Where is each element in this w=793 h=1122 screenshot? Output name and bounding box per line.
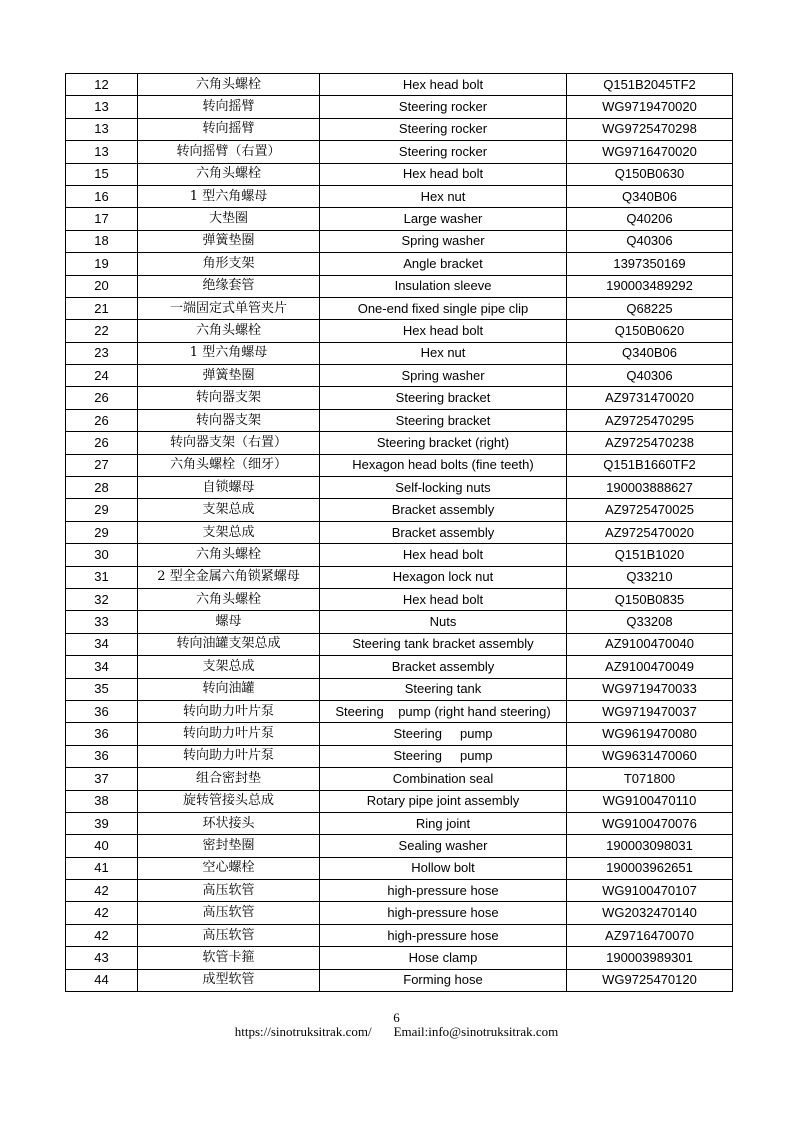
cell-part-number: Q150B0630 — [567, 163, 733, 185]
table-row — [66, 812, 733, 834]
cell-item-number: 26 — [66, 409, 138, 431]
cell-english-name: One-end fixed single pipe clip — [320, 297, 567, 319]
table-row — [66, 141, 733, 163]
cell-item-number: 38 — [66, 790, 138, 812]
cell-chinese-name: 1 型六角螺母 — [138, 185, 320, 207]
cell-english-name: Hexagon head bolts (fine teeth) — [320, 454, 567, 476]
cell-item-number: 41 — [66, 857, 138, 879]
cell-chinese-name: 六角头螺栓 — [138, 320, 320, 342]
cell-english-name: Insulation sleeve — [320, 275, 567, 297]
cell-part-number: AZ9100470040 — [567, 633, 733, 655]
table-row — [66, 454, 733, 476]
cell-english-name: Steering rocker — [320, 96, 567, 118]
cell-english-name: high-pressure hose — [320, 880, 567, 902]
cell-part-number: Q150B0835 — [567, 588, 733, 610]
table-row — [66, 432, 733, 454]
cell-part-number: 190003098031 — [567, 835, 733, 857]
table-row — [66, 880, 733, 902]
cell-part-number: AZ9731470020 — [567, 387, 733, 409]
cell-chinese-name: 高压软管 — [138, 924, 320, 946]
cell-part-number: AZ9725470238 — [567, 432, 733, 454]
cell-part-number: Q40206 — [567, 208, 733, 230]
cell-english-name: Bracket assembly — [320, 521, 567, 543]
cell-chinese-name: 环状接头 — [138, 812, 320, 834]
cell-english-name: Hex head bolt — [320, 320, 567, 342]
table-row — [66, 320, 733, 342]
cell-chinese-name: 旋转管接头总成 — [138, 790, 320, 812]
cell-part-number: WG9719470020 — [567, 96, 733, 118]
table-row — [66, 521, 733, 543]
cell-english-name: Hex head bolt — [320, 163, 567, 185]
table-row — [66, 74, 733, 96]
cell-item-number: 15 — [66, 163, 138, 185]
cell-english-name: Nuts — [320, 611, 567, 633]
cell-part-number: WG9725470120 — [567, 969, 733, 991]
cell-item-number: 33 — [66, 611, 138, 633]
cell-part-number: Q150B0620 — [567, 320, 733, 342]
cell-chinese-name: 弹簧垫圈 — [138, 365, 320, 387]
cell-english-name: Angle bracket — [320, 253, 567, 275]
cell-english-name: Bracket assembly — [320, 656, 567, 678]
cell-chinese-name: 密封垫圈 — [138, 835, 320, 857]
table-row — [66, 924, 733, 946]
cell-item-number: 36 — [66, 723, 138, 745]
table-row — [66, 969, 733, 991]
cell-part-number: WG2032470140 — [567, 902, 733, 924]
cell-english-name: Steering pump — [320, 723, 567, 745]
table-row — [66, 902, 733, 924]
cell-english-name: Hex head bolt — [320, 588, 567, 610]
cell-item-number: 36 — [66, 745, 138, 767]
cell-english-name: Hex head bolt — [320, 74, 567, 96]
cell-part-number: WG9719470033 — [567, 678, 733, 700]
cell-english-name: Steering rocker — [320, 118, 567, 140]
cell-item-number: 26 — [66, 387, 138, 409]
cell-item-number: 42 — [66, 880, 138, 902]
table-row — [66, 477, 733, 499]
cell-english-name: Hex nut — [320, 185, 567, 207]
cell-chinese-name: 转向助力叶片泵 — [138, 745, 320, 767]
cell-item-number: 29 — [66, 499, 138, 521]
parts-table-body — [66, 74, 733, 992]
cell-chinese-name: 组合密封垫 — [138, 768, 320, 790]
table-row — [66, 230, 733, 252]
table-row — [66, 566, 733, 588]
page-footer — [0, 1024, 793, 1040]
table-row — [66, 678, 733, 700]
cell-part-number: WG9719470037 — [567, 700, 733, 722]
cell-item-number: 34 — [66, 633, 138, 655]
cell-chinese-name: 弹簧垫圈 — [138, 230, 320, 252]
cell-english-name: Spring washer — [320, 365, 567, 387]
cell-item-number: 35 — [66, 678, 138, 700]
cell-chinese-name: 六角头螺栓 — [138, 544, 320, 566]
cell-item-number: 28 — [66, 477, 138, 499]
table-row — [66, 544, 733, 566]
cell-item-number: 43 — [66, 947, 138, 969]
footer-website-link[interactable]: https://sinotruksitrak.com/ — [234, 1024, 372, 1039]
cell-chinese-name: 转向油罐支架总成 — [138, 633, 320, 655]
table-row — [66, 208, 733, 230]
cell-chinese-name: 支架总成 — [138, 656, 320, 678]
cell-item-number: 13 — [66, 118, 138, 140]
cell-english-name: Steering pump (right hand steering) — [320, 700, 567, 722]
table-row — [66, 96, 733, 118]
cell-chinese-name: 六角头螺栓 — [138, 74, 320, 96]
cell-part-number: 190003888627 — [567, 477, 733, 499]
cell-item-number: 42 — [66, 924, 138, 946]
table-row — [66, 409, 733, 431]
cell-chinese-name: 转向器支架 — [138, 387, 320, 409]
page-number: 6 — [393, 1010, 400, 1025]
cell-part-number: AZ9725470020 — [567, 521, 733, 543]
cell-part-number: Q33210 — [567, 566, 733, 588]
cell-item-number: 29 — [66, 521, 138, 543]
cell-item-number: 23 — [66, 342, 138, 364]
cell-chinese-name: 转向摇臂 — [138, 96, 320, 118]
cell-english-name: Steering pump — [320, 745, 567, 767]
cell-item-number: 36 — [66, 700, 138, 722]
cell-english-name: Rotary pipe joint assembly — [320, 790, 567, 812]
cell-chinese-name: 六角头螺栓 — [138, 588, 320, 610]
cell-chinese-name: 六角头螺栓（细牙） — [138, 454, 320, 476]
parts-table — [65, 73, 733, 992]
cell-item-number: 30 — [66, 544, 138, 566]
cell-item-number: 44 — [66, 969, 138, 991]
table-row — [66, 611, 733, 633]
table-row — [66, 723, 733, 745]
cell-english-name: Sealing washer — [320, 835, 567, 857]
cell-part-number: WG9100470076 — [567, 812, 733, 834]
cell-part-number: Q340B06 — [567, 342, 733, 364]
cell-chinese-name: 成型软管 — [138, 969, 320, 991]
cell-chinese-name: 六角头螺栓 — [138, 163, 320, 185]
cell-chinese-name: 转向油罐 — [138, 678, 320, 700]
cell-chinese-name: 1 型六角螺母 — [138, 342, 320, 364]
cell-item-number: 12 — [66, 74, 138, 96]
cell-part-number: Q151B1660TF2 — [567, 454, 733, 476]
cell-chinese-name: 转向摇臂（右置） — [138, 141, 320, 163]
cell-english-name: Hex nut — [320, 342, 567, 364]
cell-part-number: Q151B1020 — [567, 544, 733, 566]
cell-chinese-name: 转向器支架 — [138, 409, 320, 431]
cell-english-name: Spring washer — [320, 230, 567, 252]
cell-english-name: Self-locking nuts — [320, 477, 567, 499]
cell-chinese-name: 转向摇臂 — [138, 118, 320, 140]
cell-part-number: Q151B2045TF2 — [567, 74, 733, 96]
cell-english-name: Combination seal — [320, 768, 567, 790]
cell-chinese-name: 支架总成 — [138, 499, 320, 521]
cell-english-name: Forming hose — [320, 969, 567, 991]
table-row — [66, 633, 733, 655]
cell-part-number: WG9725470298 — [567, 118, 733, 140]
cell-part-number: Q68225 — [567, 297, 733, 319]
cell-part-number: Q33208 — [567, 611, 733, 633]
cell-english-name: high-pressure hose — [320, 902, 567, 924]
cell-english-name: Bracket assembly — [320, 499, 567, 521]
cell-part-number: 190003489292 — [567, 275, 733, 297]
cell-part-number: 1397350169 — [567, 253, 733, 275]
cell-item-number: 32 — [66, 588, 138, 610]
cell-item-number: 39 — [66, 812, 138, 834]
cell-part-number: 190003962651 — [567, 857, 733, 879]
cell-part-number: WG9100470110 — [567, 790, 733, 812]
cell-item-number: 40 — [66, 835, 138, 857]
cell-part-number: AZ9100470049 — [567, 656, 733, 678]
cell-part-number: AZ9716470070 — [567, 924, 733, 946]
table-row — [66, 342, 733, 364]
cell-chinese-name: 角形支架 — [138, 253, 320, 275]
cell-english-name: Steering bracket — [320, 409, 567, 431]
cell-chinese-name: 一端固定式单管夹片 — [138, 297, 320, 319]
table-row — [66, 745, 733, 767]
cell-chinese-name: 高压软管 — [138, 902, 320, 924]
cell-item-number: 21 — [66, 297, 138, 319]
cell-chinese-name: 空心螺栓 — [138, 857, 320, 879]
cell-english-name: Hollow bolt — [320, 857, 567, 879]
cell-item-number: 13 — [66, 141, 138, 163]
cell-english-name: Steering tank — [320, 678, 567, 700]
table-row — [66, 700, 733, 722]
cell-chinese-name: 转向助力叶片泵 — [138, 723, 320, 745]
cell-chinese-name: 转向器支架（右置） — [138, 432, 320, 454]
cell-chinese-name: 2 型全金属六角锁紧螺母 — [138, 566, 320, 588]
cell-chinese-name: 螺母 — [138, 611, 320, 633]
cell-item-number: 34 — [66, 656, 138, 678]
table-row — [66, 768, 733, 790]
cell-part-number: AZ9725470025 — [567, 499, 733, 521]
cell-part-number: 190003989301 — [567, 947, 733, 969]
cell-chinese-name: 大垫圈 — [138, 208, 320, 230]
cell-item-number: 27 — [66, 454, 138, 476]
cell-item-number: 42 — [66, 902, 138, 924]
cell-english-name: Large washer — [320, 208, 567, 230]
cell-part-number: AZ9725470295 — [567, 409, 733, 431]
cell-english-name: high-pressure hose — [320, 924, 567, 946]
cell-english-name: Steering tank bracket assembly — [320, 633, 567, 655]
cell-item-number: 31 — [66, 566, 138, 588]
table-row — [66, 947, 733, 969]
table-row — [66, 365, 733, 387]
table-row — [66, 835, 733, 857]
cell-english-name: Steering bracket (right) — [320, 432, 567, 454]
table-row — [66, 185, 733, 207]
cell-part-number: WG9716470020 — [567, 141, 733, 163]
cell-part-number: WG9631470060 — [567, 745, 733, 767]
table-row — [66, 499, 733, 521]
cell-item-number: 13 — [66, 96, 138, 118]
table-row — [66, 275, 733, 297]
cell-part-number: WG9619470080 — [567, 723, 733, 745]
cell-chinese-name: 高压软管 — [138, 880, 320, 902]
cell-item-number: 17 — [66, 208, 138, 230]
table-row — [66, 297, 733, 319]
cell-chinese-name: 转向助力叶片泵 — [138, 700, 320, 722]
cell-english-name: Steering rocker — [320, 141, 567, 163]
cell-item-number: 26 — [66, 432, 138, 454]
cell-english-name: Hex head bolt — [320, 544, 567, 566]
table-row — [66, 163, 733, 185]
cell-item-number: 16 — [66, 185, 138, 207]
cell-item-number: 24 — [66, 365, 138, 387]
table-row — [66, 656, 733, 678]
table-row — [66, 857, 733, 879]
table-row — [66, 387, 733, 409]
cell-chinese-name: 自锁螺母 — [138, 477, 320, 499]
cell-english-name: Steering bracket — [320, 387, 567, 409]
table-row — [66, 253, 733, 275]
cell-part-number: WG9100470107 — [567, 880, 733, 902]
cell-item-number: 19 — [66, 253, 138, 275]
table-row — [66, 588, 733, 610]
cell-item-number: 22 — [66, 320, 138, 342]
cell-chinese-name: 绝缘套管 — [138, 275, 320, 297]
table-row — [66, 118, 733, 140]
cell-chinese-name: 支架总成 — [138, 521, 320, 543]
table-row — [66, 790, 733, 812]
cell-item-number: 20 — [66, 275, 138, 297]
footer-email[interactable]: Email:info@sinotruksitrak.com — [393, 1024, 559, 1039]
cell-part-number: Q40306 — [567, 365, 733, 387]
cell-english-name: Ring joint — [320, 812, 567, 834]
cell-english-name: Hexagon lock nut — [320, 566, 567, 588]
cell-part-number: T071800 — [567, 768, 733, 790]
cell-item-number: 37 — [66, 768, 138, 790]
cell-english-name: Hose clamp — [320, 947, 567, 969]
cell-part-number: Q40306 — [567, 230, 733, 252]
cell-item-number: 18 — [66, 230, 138, 252]
cell-chinese-name: 软管卡箍 — [138, 947, 320, 969]
cell-part-number: Q340B06 — [567, 185, 733, 207]
